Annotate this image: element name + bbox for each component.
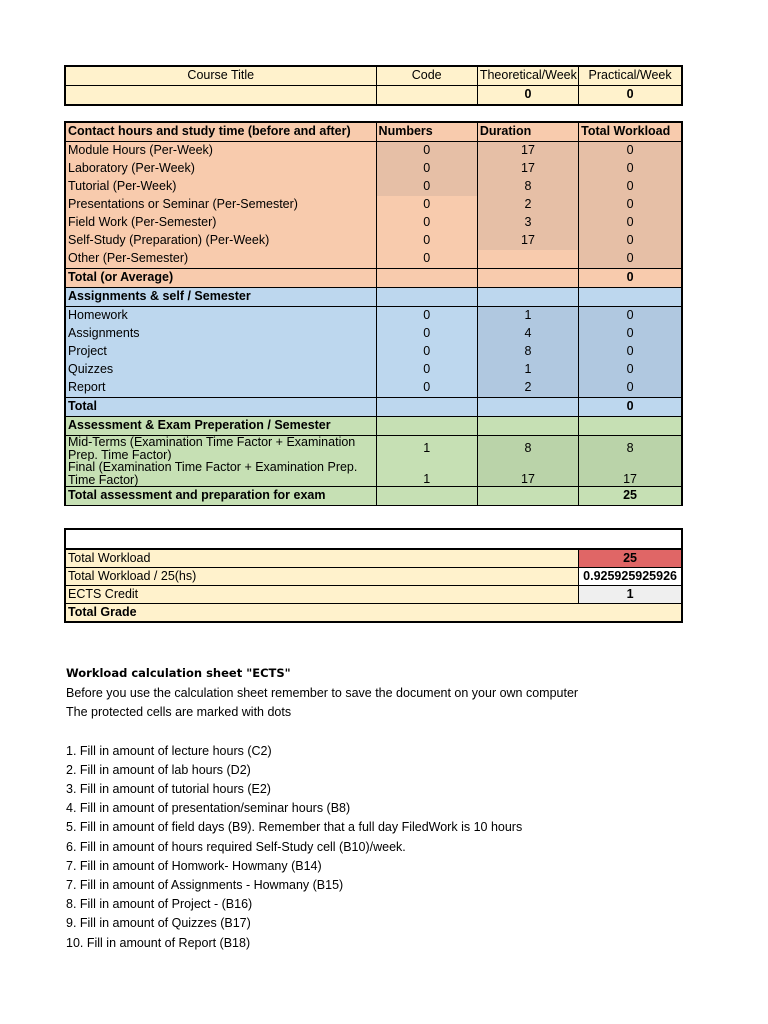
- numbers-cell[interactable]: 0: [376, 196, 477, 214]
- total-cell: 0: [579, 178, 682, 196]
- workload-per-25-label: Total Workload / 25(hs): [65, 568, 579, 586]
- instruction-step: 6. Fill in amount of hours required Self-Study cell (B10)/week.: [66, 839, 406, 854]
- contact-row: [65, 232, 682, 250]
- numbers-cell[interactable]: 0: [376, 343, 477, 361]
- duration-cell[interactable]: 1: [477, 361, 578, 379]
- total-cell: 0: [579, 325, 682, 343]
- blank-cell: [65, 529, 682, 549]
- empty-cell: [477, 487, 578, 506]
- total-cell: 0: [579, 379, 682, 398]
- total-cell: 0: [579, 361, 682, 379]
- instruction-step: 3. Fill in amount of tutorial hours (E2): [66, 782, 271, 797]
- assignments-row: [65, 343, 682, 361]
- instruction-step: 7. Fill in amount of Assignments - Howmany (B15): [66, 878, 344, 893]
- total-cell: 0: [579, 343, 682, 361]
- instruction-step: 10. Fill in amount of Report (B18): [66, 935, 251, 950]
- numbers-cell[interactable]: 0: [376, 232, 477, 250]
- instruction-step: 1. Fill in amount of lecture hours (C2): [66, 743, 272, 758]
- row-label: Assignments: [65, 325, 376, 343]
- workload-per-25-value: 0.925925925926: [579, 568, 682, 586]
- duration-cell[interactable]: 17: [477, 160, 578, 178]
- total-cell: 8: [579, 436, 682, 462]
- row-label: Module Hours (Per-Week): [65, 142, 376, 161]
- course-values-row: [65, 86, 682, 106]
- numbers-header: Numbers: [376, 122, 477, 142]
- instruction-step: 2. Fill in amount of lab hours (D2): [66, 762, 251, 777]
- row-label: Project: [65, 343, 376, 361]
- assignments-section-title: Assignments & self / Semester: [65, 288, 376, 307]
- assignments-row: [65, 307, 682, 326]
- theoretical-week-cell[interactable]: 0: [477, 86, 578, 106]
- duration-cell[interactable]: 8: [477, 343, 578, 361]
- course-header-table: [64, 65, 683, 106]
- instructions-intro-line: Before you use the calculation sheet remember to save the document on your own computer: [66, 686, 579, 701]
- total-workload-header: Total Workload: [579, 122, 682, 142]
- numbers-cell[interactable]: 0: [376, 325, 477, 343]
- total-cell: 0: [579, 142, 682, 161]
- course-header-row: [65, 66, 682, 86]
- spacer: [66, 723, 578, 742]
- duration-cell[interactable]: 3: [477, 214, 578, 232]
- total-grade-label: Total Grade: [65, 604, 682, 623]
- empty-cell: [477, 269, 578, 288]
- row-label: Homework: [65, 307, 376, 326]
- row-label: Quizzes: [65, 361, 376, 379]
- contact-total-value: 0: [579, 269, 682, 288]
- contact-total-label: Total (or Average): [65, 269, 376, 288]
- empty-cell: [579, 417, 682, 436]
- duration-cell[interactable]: [477, 250, 578, 269]
- row-label: Report: [65, 379, 376, 398]
- assignments-total-value: 0: [579, 398, 682, 417]
- total-grade-row: [65, 604, 682, 623]
- assignments-row: [65, 379, 682, 398]
- contact-row: [65, 196, 682, 214]
- total-cell: 0: [579, 214, 682, 232]
- duration-cell[interactable]: 17: [477, 232, 578, 250]
- summary-table: [64, 528, 683, 623]
- assignments-total-row: [65, 398, 682, 417]
- row-label: Mid-Terms (Examination Time Factor + Examination Prep. Time Factor): [65, 436, 376, 462]
- ects-credit-label: ECTS Credit: [65, 586, 579, 604]
- assignments-section-row: [65, 288, 682, 307]
- ects-credit-row: [65, 586, 682, 604]
- empty-cell: [376, 269, 477, 288]
- workload-table: [64, 121, 683, 506]
- ects-credit-value: 1: [579, 586, 682, 604]
- row-label: Field Work (Per-Semester): [65, 214, 376, 232]
- numbers-cell[interactable]: 0: [376, 250, 477, 269]
- numbers-cell[interactable]: 0: [376, 142, 477, 161]
- total-workload-value: 25: [579, 549, 682, 568]
- total-cell: 0: [579, 160, 682, 178]
- duration-cell[interactable]: 2: [477, 379, 578, 398]
- contact-total-row: [65, 269, 682, 288]
- row-label: Laboratory (Per-Week): [65, 160, 376, 178]
- empty-cell: [477, 288, 578, 307]
- assessment-row: [65, 436, 682, 462]
- instructions-title: Workload calculation sheet "ECTS": [66, 666, 291, 680]
- code-header: Code: [376, 66, 477, 86]
- duration-cell[interactable]: 2: [477, 196, 578, 214]
- contact-header-label: Contact hours and study time (before and after): [65, 122, 376, 142]
- duration-cell[interactable]: 1: [477, 307, 578, 326]
- contact-row: [65, 160, 682, 178]
- assessment-section-row: [65, 417, 682, 436]
- empty-cell: [376, 487, 477, 506]
- practical-week-header: Practical/Week: [579, 66, 682, 86]
- numbers-cell[interactable]: 0: [376, 361, 477, 379]
- row-label: Other (Per-Semester): [65, 250, 376, 269]
- instruction-step: 4. Fill in amount of presentation/seminar hours (B8): [66, 801, 351, 816]
- total-workload-row: [65, 549, 682, 568]
- total-cell: 17: [579, 461, 682, 487]
- contact-row: [65, 178, 682, 196]
- duration-header: Duration: [477, 122, 578, 142]
- instruction-step: 9. Fill in amount of Quizzes (B17): [66, 916, 251, 931]
- assignments-row: [65, 361, 682, 379]
- total-cell: 0: [579, 232, 682, 250]
- numbers-cell[interactable]: 0: [376, 379, 477, 398]
- empty-cell: [376, 417, 477, 436]
- practical-week-cell[interactable]: 0: [579, 86, 682, 106]
- empty-cell: [376, 398, 477, 417]
- blank-row: [65, 529, 682, 549]
- workload-per-25-row: [65, 568, 682, 586]
- empty-cell: [477, 417, 578, 436]
- numbers-cell[interactable]: 0: [376, 214, 477, 232]
- row-label: Tutorial (Per-Week): [65, 178, 376, 196]
- empty-cell: [477, 398, 578, 417]
- duration-cell[interactable]: 8: [477, 436, 578, 462]
- empty-cell: [376, 288, 477, 307]
- numbers-cell[interactable]: 0: [376, 160, 477, 178]
- duration-cell[interactable]: 17: [477, 461, 578, 487]
- assessment-total-label: Total assessment and preparation for exam: [65, 487, 376, 506]
- assignments-total-label: Total: [65, 398, 376, 417]
- instruction-step: 5. Fill in amount of field days (B9). Remember that a full day FiledWork is 10 hours: [66, 820, 523, 835]
- contact-header-row: [65, 122, 682, 142]
- instruction-step: 8. Fill in amount of Project - (B16): [66, 897, 253, 912]
- duration-cell[interactable]: 4: [477, 325, 578, 343]
- course-title-cell[interactable]: [65, 86, 376, 106]
- numbers-cell[interactable]: 1: [376, 461, 477, 487]
- course-title-header: Course Title: [65, 66, 376, 86]
- row-label: Self-Study (Preparation) (Per-Week): [65, 232, 376, 250]
- assessment-total-row: [65, 487, 682, 506]
- total-cell: 0: [579, 250, 682, 269]
- contact-row: [65, 214, 682, 232]
- code-cell[interactable]: [376, 86, 477, 106]
- row-label: Presentations or Seminar (Per-Semester): [65, 196, 376, 214]
- empty-cell: [579, 288, 682, 307]
- duration-cell[interactable]: 17: [477, 142, 578, 161]
- instructions: [66, 664, 578, 953]
- theoretical-week-header: Theoretical/Week: [477, 66, 578, 86]
- numbers-cell[interactable]: 0: [376, 178, 477, 196]
- instruction-step: 7. Fill in amount of Homwork- Howmany (B14): [66, 858, 322, 873]
- assignments-row: [65, 325, 682, 343]
- total-workload-label: Total Workload: [65, 549, 579, 568]
- instructions-intro-line: The protected cells are marked with dots: [66, 705, 292, 720]
- duration-cell[interactable]: 8: [477, 178, 578, 196]
- assessment-section-title: Assessment & Exam Preperation / Semester: [65, 417, 376, 436]
- row-label: Final (Examination Time Factor + Examination Prep. Time Factor): [65, 461, 376, 487]
- assessment-total-value: 25: [579, 487, 682, 506]
- contact-row: [65, 250, 682, 269]
- total-cell: 0: [579, 307, 682, 326]
- numbers-cell[interactable]: 1: [376, 436, 477, 462]
- assessment-row: [65, 461, 682, 487]
- contact-row: [65, 142, 682, 161]
- total-cell: 0: [579, 196, 682, 214]
- numbers-cell[interactable]: 0: [376, 307, 477, 326]
